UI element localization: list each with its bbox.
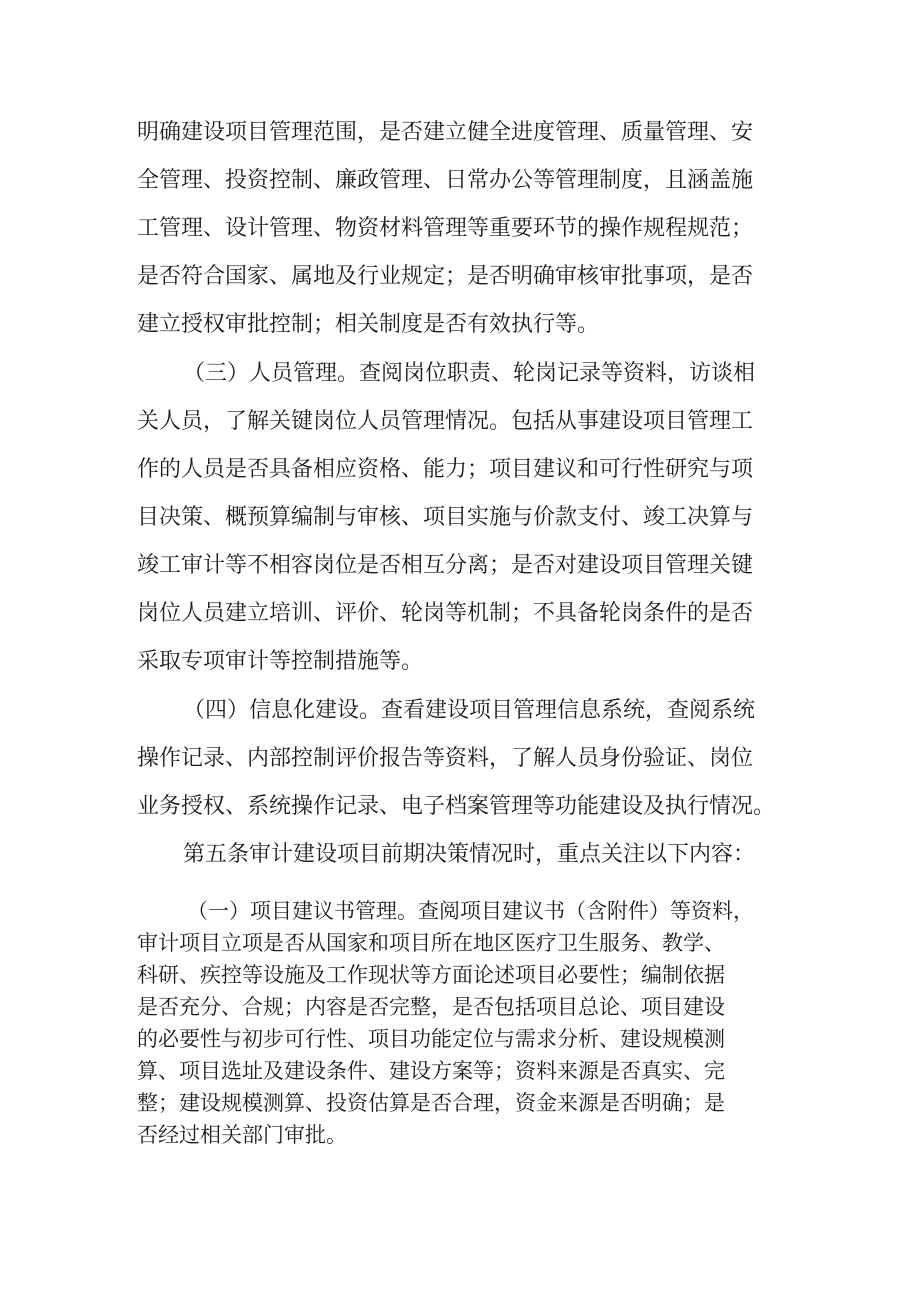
- text-line: 关人员，了解关键岗位人员管理情况。包括从事建设项目管理工: [137, 409, 754, 434]
- text-line: 采取专项审计等控制措施等。: [137, 649, 424, 674]
- text-line: （四）信息化建设。查看建设项目管理信息系统，查阅系统: [183, 698, 756, 723]
- text-line: 算、项目选址及建设条件、建设方案等；资料来源是否真实、完: [137, 1059, 725, 1083]
- text-line: 全管理、投资控制、廉政管理、日常办公等管理制度，且涵盖施: [137, 168, 754, 193]
- text-line: 明确建设项目管理范围，是否建立健全进度管理、质量管理、安: [137, 120, 754, 145]
- text-line: 岗位人员建立培训、评价、轮岗等机制；不具备轮岗条件的是否: [137, 601, 754, 626]
- text-line: 目决策、概预算编制与审核、项目实施与价款支付、竣工决算与: [137, 505, 754, 530]
- text-line: 是否充分、合规；内容是否完整，是否包括项目总论、项目建设: [137, 995, 725, 1019]
- text-line: 是否符合国家、属地及行业规定；是否明确审核审批事项，是否: [137, 264, 754, 289]
- text-line: 科研、疾控等设施及工作现状等方面论述项目必要性；编制依据: [137, 963, 725, 987]
- text-line: 业务授权、系统操作记录、电子档案管理等功能建设及执行情况。: [137, 794, 776, 819]
- text-line: 竣工审计等不相容岗位是否相互分离；是否对建设项目管理关键: [137, 553, 754, 578]
- text-line: 操作记录、内部控制评价报告等资料，了解人员身份验证、岗位: [137, 746, 754, 771]
- text-line: 整；建设规模测算、投资估算是否合理，资金来源是否明确；是: [137, 1091, 725, 1115]
- text-line: 的必要性与初步可行性、项目功能定位与需求分析、建设规模测: [137, 1027, 725, 1051]
- text-line: 工管理、设计管理、物资材料管理等重要环节的操作规程规范；: [137, 216, 754, 241]
- text-line: 第五条审计建设项目前期决策情况时，重点关注以下内容：: [183, 842, 756, 867]
- text-line: （三）人员管理。查阅岗位职责、轮岗记录等资料，访谈相: [183, 361, 756, 386]
- text-line: 作的人员是否具备相应资格、能力；项目建议和可行性研究与项: [137, 457, 754, 482]
- text-line: 审计项目立项是否从国家和项目所在地区医疗卫生服务、教学、: [137, 931, 725, 955]
- text-line: （一）项目建议书管理。查阅项目建议书（含附件）等资料，: [187, 899, 754, 923]
- text-line: 建立授权审批控制；相关制度是否有效执行等。: [137, 312, 600, 337]
- text-line: 否经过相关部门审批。: [137, 1123, 347, 1147]
